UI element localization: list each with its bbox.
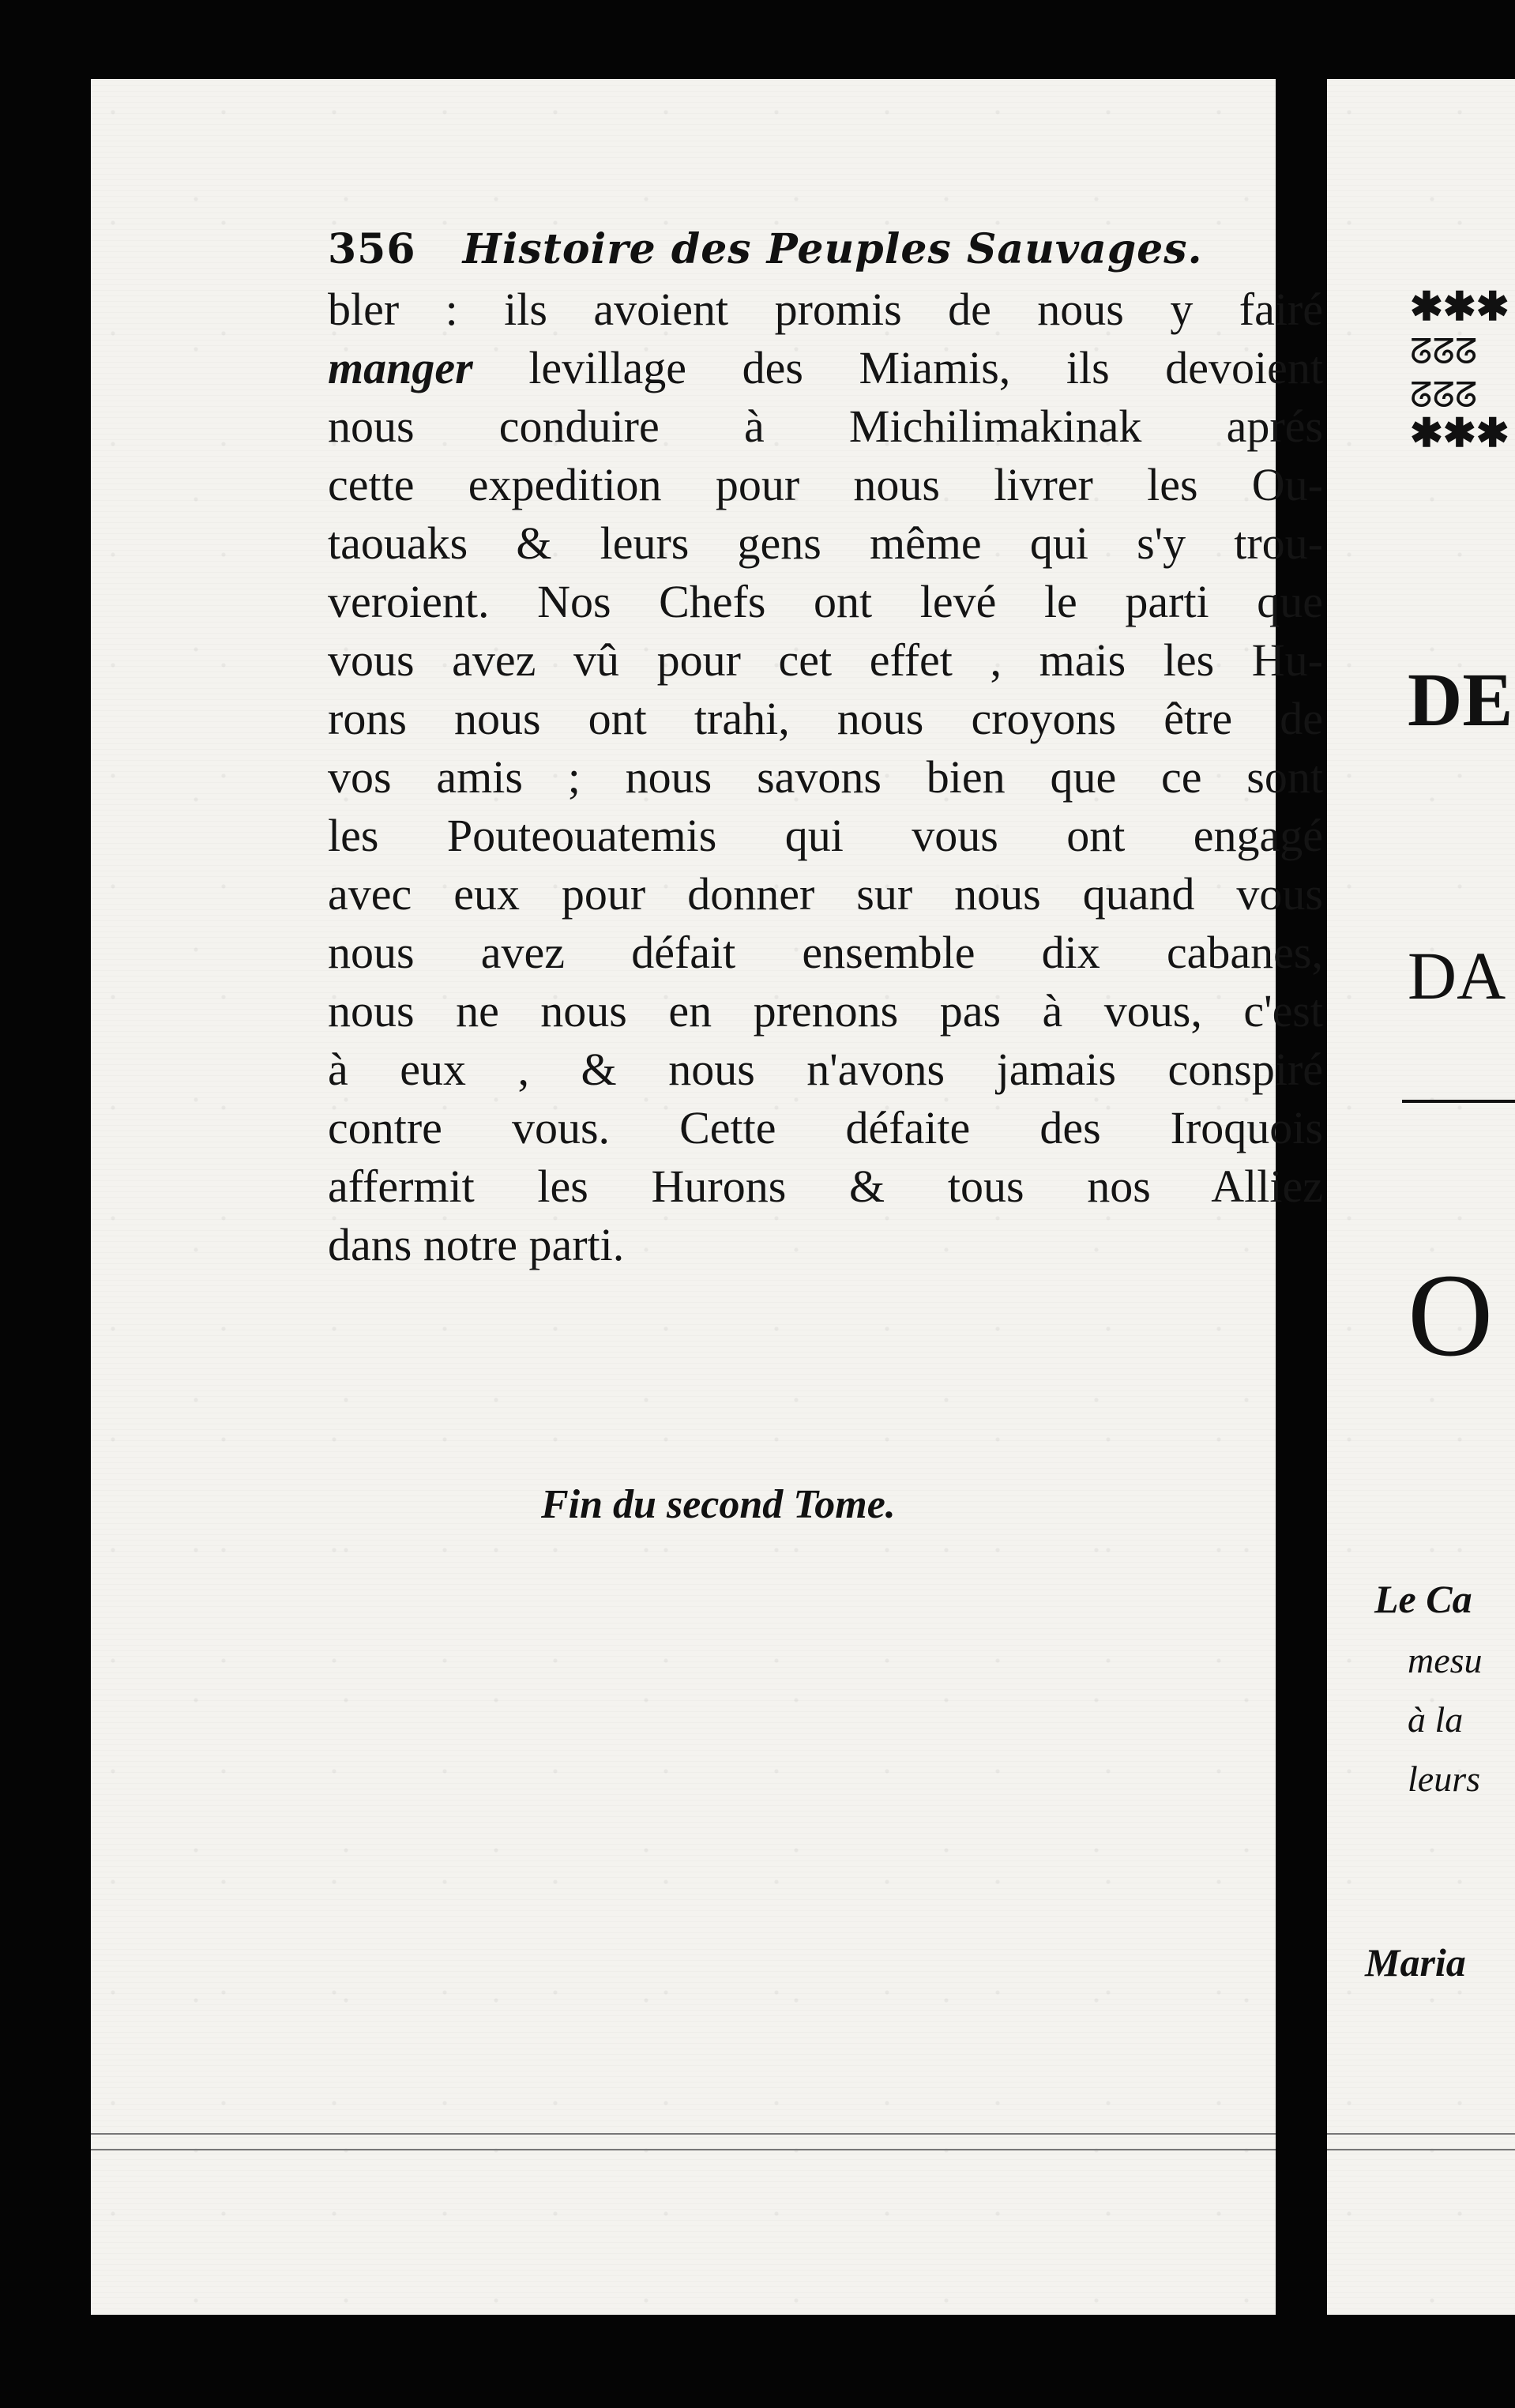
scan-line <box>91 2149 1276 2150</box>
text-line: bler : ils avoient promis de nous y fairé <box>328 284 1323 335</box>
scan-line <box>1327 2149 1515 2150</box>
facing-line: Maria <box>1365 1940 1466 1985</box>
ornament-row: ✱✱✱ <box>1410 409 1509 456</box>
text-line: les Pouteouatemis qui vous ont engagé <box>328 810 1323 861</box>
facing-line: mesu <box>1408 1640 1483 1680</box>
text-line: dans notre parti. <box>328 1219 625 1270</box>
text-line: veroient. Nos Chefs ont levé le parti que <box>328 576 1323 627</box>
text-line-rest: levillage des Miamis, ils devoient <box>528 342 1324 393</box>
facing-line: à la <box>1408 1699 1464 1740</box>
scan-line <box>1327 2133 1515 2135</box>
text-line <box>328 339 1323 397</box>
text-line: nous conduire à Michilimakinak aprés <box>328 401 1323 452</box>
body-text <box>328 280 1323 1274</box>
text-line: affermit les Hurons & tous nos Alliez <box>328 1161 1323 1212</box>
text-line: cette expedition pour nous livrer les Ou- <box>328 459 1323 510</box>
facing-heading-2: DA <box>1408 938 1506 1014</box>
facing-line: leurs <box>1408 1759 1480 1799</box>
text-line: nous ne nous en prenons pas à vous, c'est <box>328 985 1323 1037</box>
text-line: taouaks & leurs gens même qui s'y trou- <box>328 517 1323 569</box>
italic-word: manger <box>328 342 473 393</box>
facing-heading-1: DE <box>1408 657 1513 742</box>
text-line: nous avez défait ensemble dix cabanes, <box>328 927 1323 978</box>
text-line: rons nous ont trahi, nous croyons être de <box>328 693 1323 744</box>
page-number: 356 <box>328 225 416 273</box>
text-line: avec eux pour donner sur nous quand vous <box>328 868 1323 920</box>
text-line: vous avez vû pour cet effet , mais les Hu- <box>328 634 1323 686</box>
ornament-row: ᘔᘔᘔ <box>1410 375 1478 416</box>
ornament-row: ✱✱✱ <box>1410 284 1509 329</box>
ornament-row: ᘔᘔᘔ <box>1410 332 1478 372</box>
text-line: contre vous. Cette défaite des Iroquois <box>328 1102 1323 1153</box>
text-line: à eux , & nous n'avons jamais conspiré <box>328 1044 1323 1095</box>
text-line: vos amis ; nous savons bien que ce sont <box>328 751 1323 803</box>
running-head <box>328 225 1276 273</box>
facing-drop-cap: O <box>1408 1250 1494 1381</box>
scan-line <box>91 2133 1276 2135</box>
book-title: Histoire des Peuples Sauvages. <box>462 225 1203 273</box>
facing-line: Le Ca <box>1374 1577 1472 1621</box>
left-page <box>91 79 1324 2315</box>
colophon: Fin du second Tome. <box>541 1482 896 1527</box>
facing-rule <box>1402 1100 1515 1103</box>
ornament-band <box>1410 284 1515 458</box>
